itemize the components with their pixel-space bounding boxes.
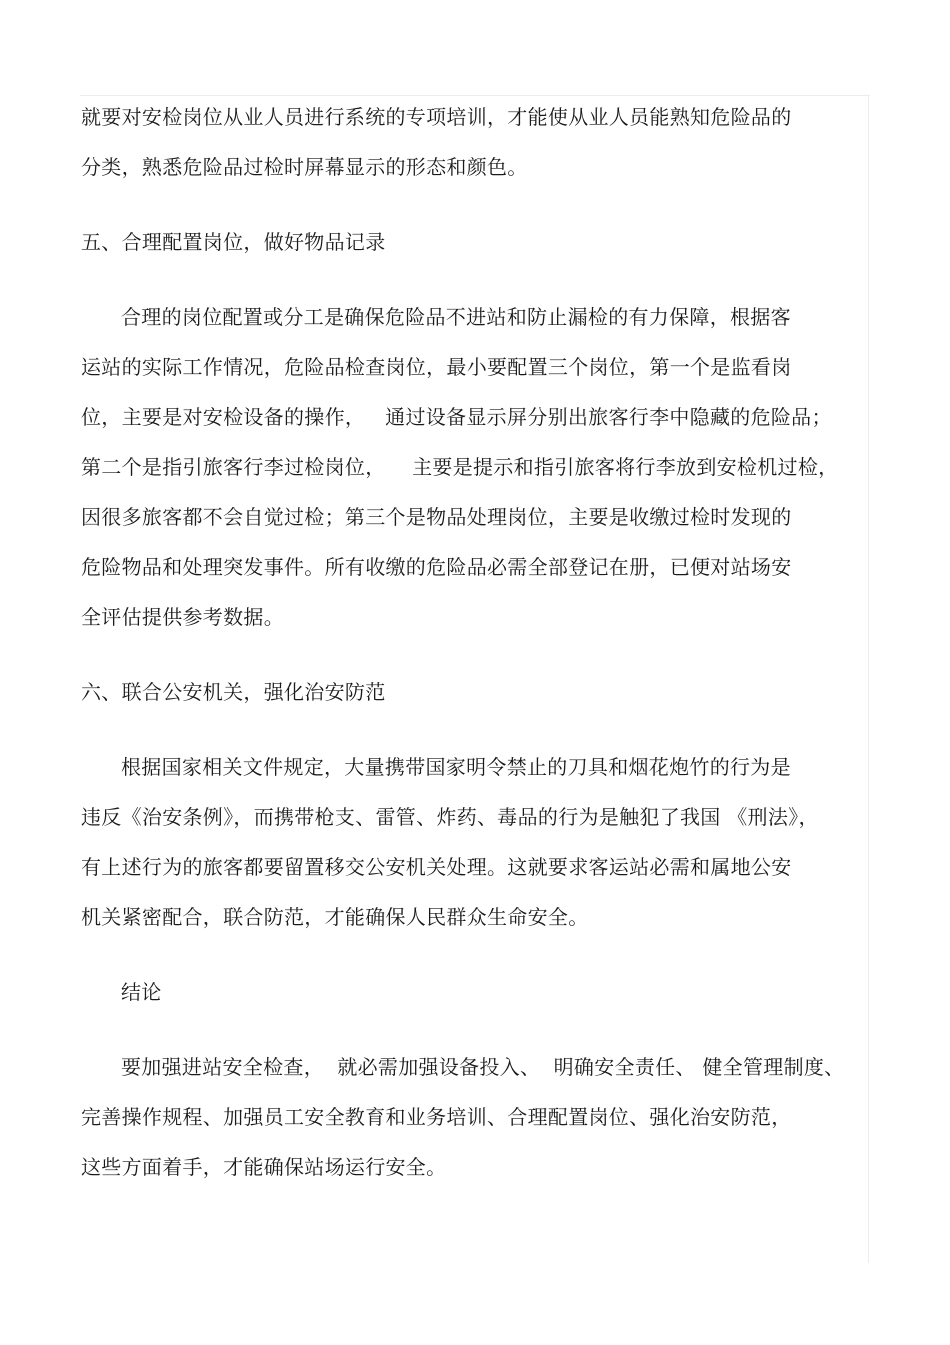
body-text-line: 合理的岗位配置或分工是确保危险品不进站和防止漏检的有力保障，根据客 [121,305,791,329]
body-text-line: 因很多旅客都不会自觉过检；第三个是物品处理岗位，主要是收缴过检时发现的 [81,505,792,529]
section-heading-six: 六、联合公安机关，强化治安防范 [81,680,386,704]
body-text-line: 分类，熟悉危险品过检时屏幕显示的形态和颜色。 [81,155,528,179]
top-border-line [80,95,870,96]
body-text-line: 运站的实际工作情况，危险品检查岗位，最小要配置三个岗位，第一个是监看岗 [81,355,792,379]
body-text-line: 根据国家相关文件规定，大量携带国家明令禁止的刀具和烟花炮竹的行为是 [121,755,791,779]
body-text-line: 第二个是指引旅客行李过检岗位， 主要是提示和指引旅客将行李放到安检机过检， [81,455,839,479]
body-text-line: 机关紧密配合，联合防范，才能确保人民群众生命安全。 [81,905,589,929]
body-text-line: 有上述行为的旅客都要留置移交公安机关处理。这就要求客运站必需和属地公安 [81,855,792,879]
right-border-line [868,95,869,1263]
body-text-line: 违反《治安条例》，而携带枪支、雷管、炸药、毒品的行为是触犯了我国 《刑法》， [81,805,819,829]
body-text-line: 危险物品和处理突发事件。所有收缴的危险品必需全部登记在册，已便对站场安 [81,555,792,579]
body-text-line: 位，主要是对安检设备的操作， 通过设备显示屏分别出旅客行李中隐藏的危险品； [81,405,832,429]
body-text-line: 就要对安检岗位从业人员进行系统的专项培训，才能使从业人员能熟知危险品的 [81,105,792,129]
conclusion-heading: 结论 [121,980,162,1004]
body-text-line: 这些方面着手，才能确保站场运行安全。 [81,1155,447,1179]
body-text-line: 全评估提供参考数据。 [81,605,284,629]
body-text-line: 完善操作规程、加强员工安全教育和业务培训、合理配置岗位、强化治安防范， [81,1105,792,1129]
body-text-line: 要加强进站安全检查， 就必需加强设备投入、 明确安全责任、 健全管理制度、 [121,1055,845,1079]
section-heading-five: 五、合理配置岗位，做好物品记录 [81,230,386,254]
